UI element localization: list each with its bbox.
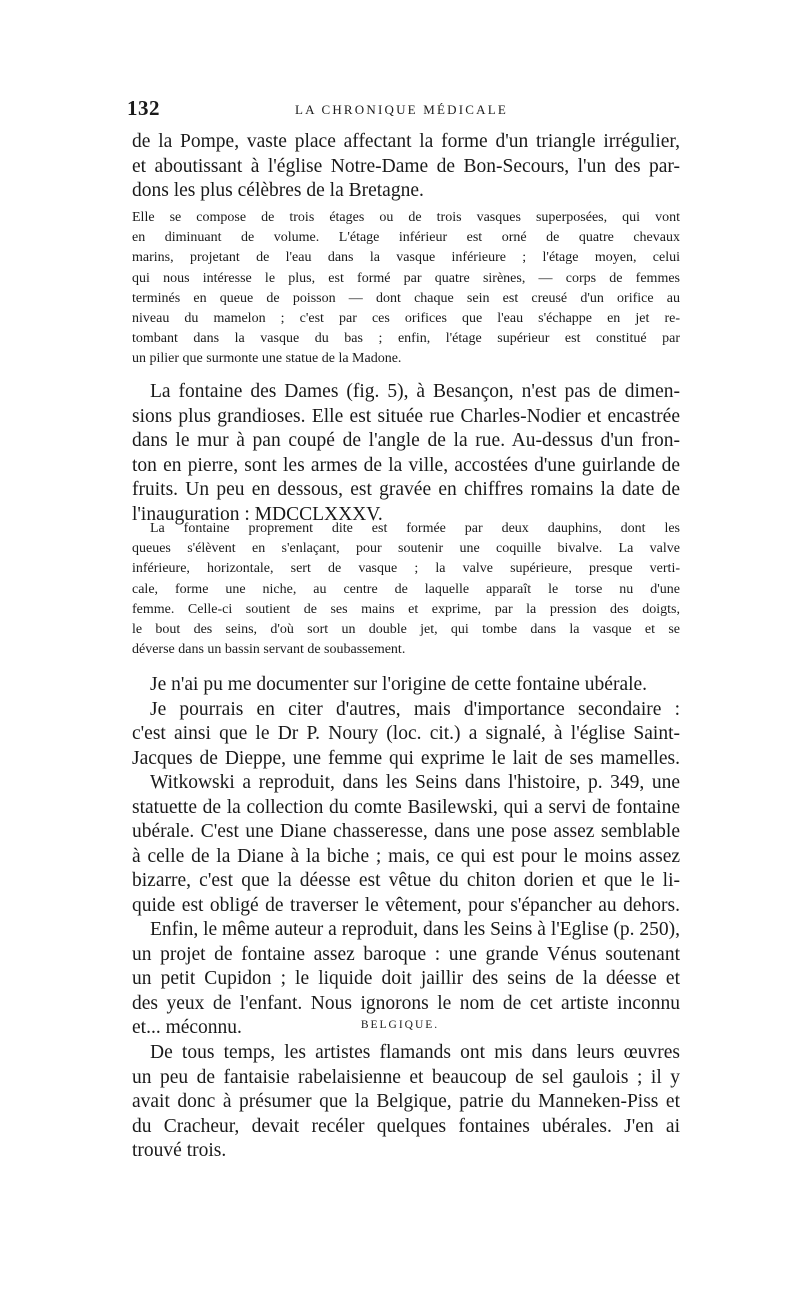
text-line: c'est ainsi que le Dr P. Noury (loc. cit.) a signalé, à l'église Saint-	[132, 723, 680, 744]
text-line: ubérale. C'est une Diane chasseresse, dans une pose assez semblable	[132, 821, 680, 842]
text-line: queues s'élèvent en s'enlaçant, pour soutenir une coquille bivalve. La valve	[132, 541, 680, 557]
text-line: femme. Celle-ci soutient de ses mains et exprime, par la pression des doigts,	[132, 601, 680, 617]
text-line: marins, projetant de l'eau dans la vasque inférieure ; l'étage moyen, celui	[132, 250, 680, 266]
text-line: trouvé trois.	[132, 1140, 227, 1161]
text-line: un petit Cupidon ; le liquide doit jaillir des seins de la déesse et	[132, 968, 680, 989]
text-line: quide est obligé de traverser le vêtement, pour s'épancher au dehors.	[132, 894, 680, 916]
text-line: et... méconnu.	[132, 1017, 242, 1038]
text-line: déverse dans un bassin servant de soubassement.	[132, 642, 406, 658]
text-line: statuette de la collection du comte Basilewski, qui a servi de fontaine	[132, 796, 680, 818]
text-line: Enfin, le même auteur a reproduit, dans les Seins à l'Eglise (p. 250),	[150, 919, 680, 940]
text-line: un projet de fontaine assez baroque : une grande Vénus soutenant	[132, 943, 680, 965]
text-line: de la Pompe, vaste place affectant la forme d'un triangle irrégulier,	[132, 131, 680, 152]
quotation-block	[132, 208, 680, 370]
text-line: dans le mur à pan coupé de l'angle de la rue. Au-dessus d'un fron-	[132, 430, 680, 451]
text-line: un pilier que surmonte une statue de la Madone.	[132, 351, 402, 367]
text-line: qui nous intéresse le plus, est formé par quatre sirènes, — corps de femmes	[132, 270, 680, 286]
text-line: La fontaine proprement dite est formée par deux dauphins, dont les	[150, 521, 680, 536]
text-line: l'inauguration : MDCCLXXXV.	[132, 503, 383, 525]
text-line: du Cracheur, devait recéler quelques fontaines ubérales. J'en ai	[132, 1115, 680, 1137]
text-line: Je pourrais en citer d'autres, mais d'importance secondaire :	[150, 698, 680, 720]
text-line: à celle de la Diane à la biche ; mais, ce qui est pour le moins assez	[132, 845, 680, 867]
page-header	[127, 96, 687, 122]
paragraph-continuation	[132, 130, 680, 204]
text-line: sions plus grandioses. Elle est située rue Charles-Nodier et encastrée	[132, 405, 680, 427]
text-line: en diminuant de volume. L'étage inférieur est orné de quatre chevaux	[132, 230, 680, 246]
text-line: dons les plus célèbres de la Bretagne.	[132, 180, 424, 201]
text-line: et aboutissant à l'église Notre-Dame de Bon-Secours, l'un des par-	[132, 155, 680, 177]
text-line: le bout des seins, d'où sort un double jet, qui tombe dans la vasque et se	[132, 621, 680, 637]
text-line: Jacques de Dieppe, une femme qui exprime le lait de ses mamelles.	[132, 747, 680, 769]
paragraph-belgique	[132, 1041, 680, 1164]
page-number: 132	[127, 96, 160, 120]
text-line: inférieure, horizontale, sert de vasque ; la valve supérieure, presque verti-	[132, 561, 680, 577]
text-line: un peu de fantaisie rabelaisienne et beaucoup de sel gaulois ; il y	[132, 1066, 680, 1088]
quotation-block	[132, 519, 680, 660]
text-line: tombant dans la vasque du bas ; enfin, l'étage supérieur est constitué par	[132, 331, 680, 347]
text-line: Elle se compose de trois étages ou de trois vasques superposées, qui vont	[132, 210, 680, 225]
text-line: La fontaine des Dames (fig. 5), à Besançon, n'est pas de dimen-	[150, 381, 680, 402]
running-title: LA CHRONIQUE MÉDICALE	[295, 102, 509, 117]
text-line: Je n'ai pu me documenter sur l'origine de cette fontaine ubérale.	[150, 674, 648, 695]
text-line: cale, forme une niche, au centre de laquelle apparaît le torse nu d'une	[132, 581, 680, 597]
section-heading: BELGIQUE.	[360, 1019, 440, 1031]
paragraph-documentation	[132, 673, 680, 1041]
text-line: bizarre, c'est que la déesse est vêtue du chiton dorien et que le li-	[132, 870, 680, 891]
text-line: terminés en queue de poisson — dont chaque sein est creusé d'un orifice au	[132, 290, 680, 306]
text-line: ton en pierre, sont les armes de la ville, accostées d'une guirlande de	[132, 454, 680, 476]
text-line: De tous temps, les artistes flamands ont mis dans leurs œuvres	[150, 1042, 680, 1063]
text-line: Witkowski a reproduit, dans les Seins dans l'histoire, p. 349, une	[150, 772, 680, 793]
paragraph-fontaine-des-dames	[132, 380, 680, 527]
text-line: des yeux de l'enfant. Nous ignorons le nom de cet artiste inconnu	[132, 992, 680, 1014]
text-line: niveau du mamelon ; c'est par ces orifices que l'eau s'échappe en jet re-	[132, 310, 680, 326]
text-line: fruits. Un peu en dessous, est gravée en chiffres romains la date de	[132, 479, 680, 500]
text-line: avait donc à présumer que la Belgique, patrie du Manneken-Piss et	[132, 1091, 680, 1112]
